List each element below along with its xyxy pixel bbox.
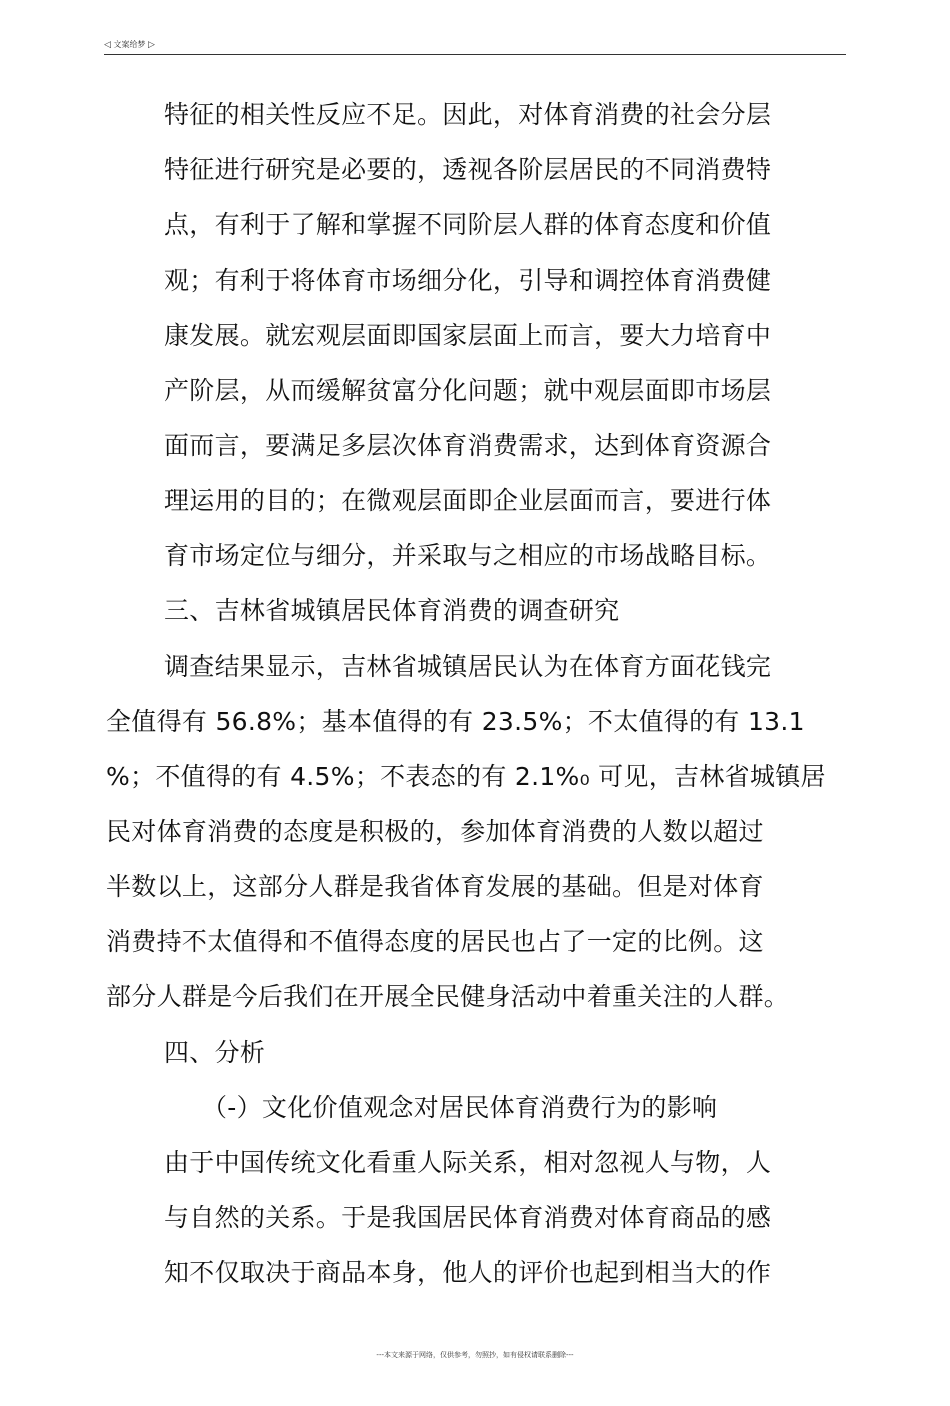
- body-line: 消费持不太值得和不值得态度的居民也占了一定的比例。这: [106, 927, 764, 956]
- body-line: 理运用的目的；在微观层面即企业层面而言，要进行体: [164, 486, 772, 515]
- section-heading-3: 三、吉林省城镇居民体育消费的调查研究: [164, 596, 620, 625]
- body-line: 面而言，要满足多层次体育消费需求，达到体育资源合: [164, 431, 772, 460]
- page-header: [104, 38, 846, 55]
- header-title: 文案给梦: [113, 40, 146, 49]
- body-line: 与自然的关系。于是我国居民体育消费对体育商品的感: [164, 1203, 772, 1232]
- body-line: 民对体育消费的态度是积极的，参加体育消费的人数以超过: [106, 817, 764, 846]
- body-line: 知不仅取决于商品本身，他人的评价也起到相当大的作: [164, 1258, 772, 1287]
- body-line: 全值得有 56.8%；基本值得的有 23.5%；不太值得的有 13.1: [106, 707, 805, 736]
- body-line: 由于中国传统文化看重人际关系，相对忽视人与物，人: [164, 1148, 772, 1177]
- page-footer: ---本文来源于网络，仅供参考，勿照抄，如有侵权请联系删除---: [376, 1351, 574, 1359]
- body-line: 特征进行研究是必要的，透视各阶层居民的不同消费特: [164, 155, 772, 184]
- body-line: 观；有利于将体育市场细分化，引导和调控体育消费健: [164, 266, 772, 295]
- subsection-heading: （-）文化价值观念对居民体育消费行为的影响: [202, 1093, 718, 1122]
- body-line: 点，有利于了解和掌握不同阶层人群的体育态度和价值: [164, 210, 772, 239]
- body-line: 产阶层，从而缓解贫富分化问题；就中观层面即市场层: [164, 376, 772, 405]
- section-heading-4: 四、分析: [164, 1038, 266, 1067]
- body-line: 半数以上，这部分人群是我省体育发展的基础。但是对体育: [106, 872, 764, 901]
- left-triangle-icon: ◁: [104, 40, 111, 50]
- body-line: 部分人群是今后我们在开展全民健身活动中着重关注的人群。: [106, 982, 790, 1011]
- body-line: %；不值得的有 4.5%；不表态的有 2.1%₀ 可见，吉林省城镇居: [106, 762, 826, 791]
- right-triangle-icon: ▷: [148, 40, 155, 50]
- body-line: 调查结果显示，吉林省城镇居民认为在体育方面花钱完: [164, 652, 772, 681]
- body-line: 特征的相关性反应不足。因此，对体育消费的社会分层: [164, 100, 772, 129]
- body-line: 康发展。就宏观层面即国家层面上而言，要大力培育中: [164, 321, 772, 350]
- body-line: 育市场定位与细分，并采取与之相应的市场战略目标。: [164, 541, 772, 570]
